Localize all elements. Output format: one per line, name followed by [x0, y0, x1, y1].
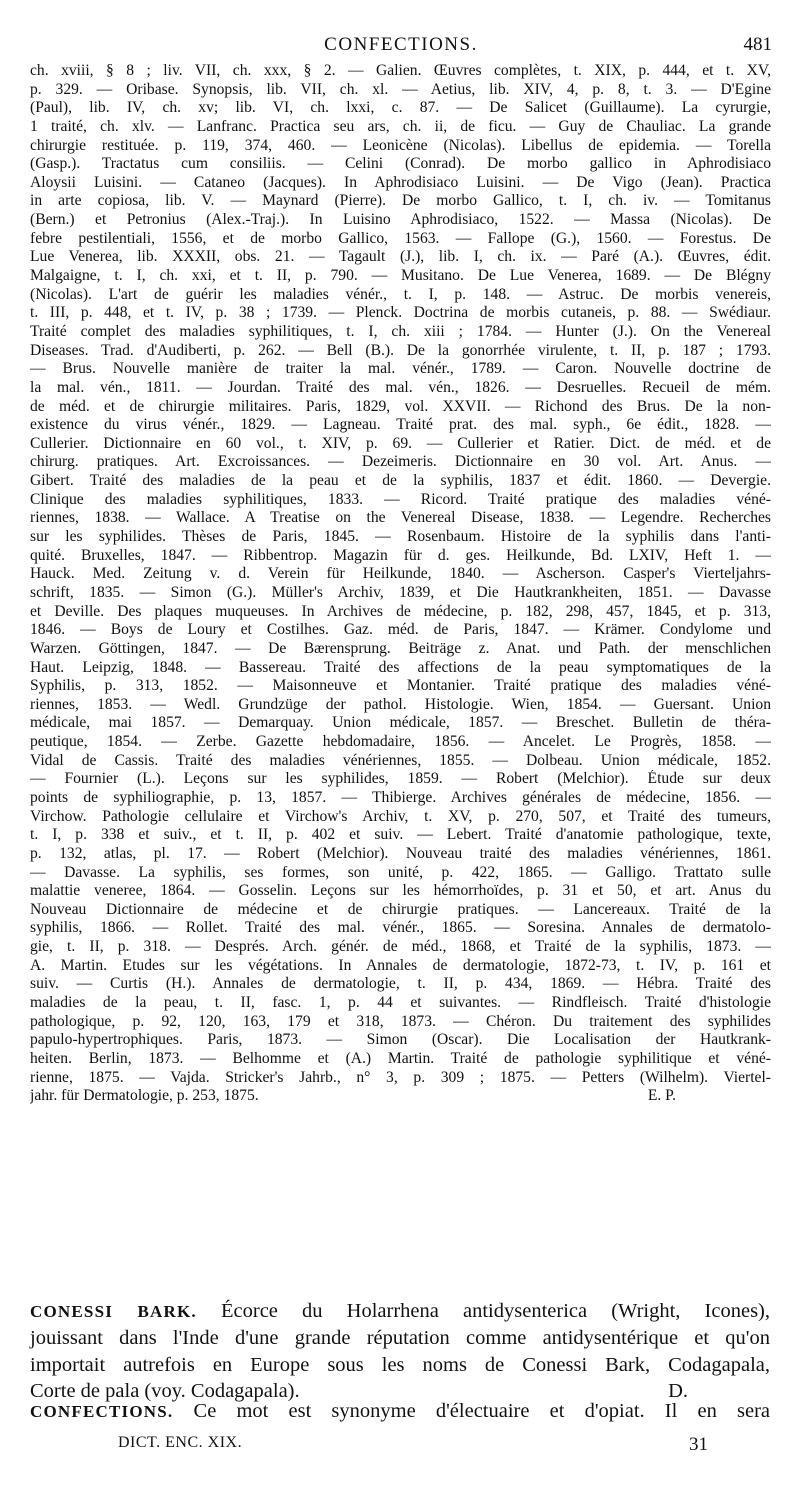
bibliography-line: p. 132, atlas, pl. 17. — Robert (Melchior). Nouveau traité des maladies vénériennes, 1861. [30, 844, 771, 862]
entry-signature: D. [668, 1380, 688, 1403]
bibliography-line: pathologique, p. 92, 120, 163, 179 et 318, 1873. — Chéron. Du traitement des syphilides [30, 1012, 771, 1030]
bibliography-line: la mal. vén., 1811. — Jourdan. Traité des mal. vén., 1826. — Desruelles. Recueil de mém. [30, 378, 771, 396]
bibliography-line: (Nicolas). L'art de guérir les maladies vénér., t. I, p. 148. — Astruc. De morbis venereis, [30, 285, 771, 303]
entry-conessi-bark [30, 1298, 770, 1405]
bibliography-line: Nouveau Dictionnaire de médecine et de chirurgie pratiques. — Lancereaux. Traité de la [30, 900, 771, 918]
page-footer [118, 1434, 708, 1460]
entry-headword: CONFECTIONS. [30, 1402, 174, 1421]
bibliography-line: médicale, mai 1857. — Demarquay. Union médicale, 1857. — Breschet. Bulletin de théra- [30, 714, 771, 732]
entry-confections [30, 1398, 770, 1425]
bibliography-line: Warzen. Göttingen, 1847. — De Bærensprung. Beiträge z. Anat. und Path. der menschlichen [30, 639, 771, 657]
bibliography-line: maladies de la peau, t. II, fasc. 1, p. 44 et suivantes. — Rindfleisch. Traité d'histologie [30, 994, 771, 1012]
bibliography-line: 1846. — Boys de Loury et Costilhes. Gaz. méd. de Paris, 1847. — Krämer. Condylome und [30, 621, 771, 639]
bibliography-signature: E. P. [647, 1087, 676, 1105]
bibliography-last-line [30, 1087, 771, 1106]
bibliography-line: Virchow. Pathologie cellulaire et Virchow's Archiv, t. XV, p. 270, 507, et Traité des tumeurs, [30, 807, 771, 825]
bibliography-line: schrift, 1835. — Simon (G.). Müller's Archiv, 1839, et Die Hautkrankheiten, 1851. — Davasse [30, 583, 771, 601]
bibliography-line: points de syphiliographie, p. 13, 1857. — Thibierge. Archives générales de médecine, 1856. — [30, 788, 771, 806]
bibliography-line: Diseases. Trad. d'Audiberti, p. 262. — Bell (B.). De la gonorrhée virulente, t. II, p. 187 ; 1793. [30, 341, 771, 359]
bibliography-line: t. III, p. 448, et t. IV, p. 38 ; 1739. — Plenck. Doctrina de morbis cutaneis, p. 88. — Swédiaur. [30, 304, 771, 322]
bibliography-line: riennes, 1853. — Wedl. Grundzüge der pathol. Histologie. Wien, 1854. — Guersant. Union [30, 695, 771, 713]
bibliography-line: peutique, 1854. — Zerbe. Gazette hebdomadaire, 1856. — Ancelet. Le Progrès, 1858. — [30, 733, 771, 751]
bibliography-line: — Fournier (L.). Leçons sur les syphilides, 1859. — Robert (Melchior). Étude sur deux [30, 770, 771, 788]
bibliography-line: Vidal de Cassis. Traité des maladies vénériennes, 1855. — Dolbeau. Union médicale, 1852. [30, 751, 771, 769]
bibliography-line: papulo-hypertrophiques. Paris, 1873. — Simon (Oscar). Die Localisation der Hautkrank- [30, 1031, 771, 1049]
entry-headword: CONESSI BARK. [30, 1302, 197, 1321]
bibliography-line: Malgaigne, t. I, ch. xxi, et t. II, p. 790. — Musitano. De Lue Venerea, 1689. — De Blégny [30, 267, 771, 285]
entry-text: Écorce du Holarrhena antidysenterica (Wright, Icones), [221, 1300, 771, 1322]
page-number: 481 [743, 34, 772, 55]
bibliography-line: malattie veneree, 1864. — Gosselin. Leçons sur les hémorrhoïdes, p. 31 et 50, et art. Anus du [30, 882, 771, 900]
bibliography-line: sur les syphilides. Thèses de Paris, 1845. — Rosenbaum. Histoire de la syphilis dans l'anti- [30, 528, 771, 546]
entry-text: Ce mot est synonyme d'électuaire et d'opiat. Il en sera [193, 1400, 770, 1422]
bibliography-line: febre pestilentiali, 1556, et de morbo Gallico, 1563. — Fallope (G.), 1560. — Forestus. De [30, 229, 771, 247]
bibliography-line: — Davasse. La syphilis, ses formes, son unité, p. 422, 1865. — Galligo. Trattato sulle [30, 863, 771, 881]
footer-signature-mark: DICT. ENC. XIX. [118, 1434, 243, 1451]
entry-line [30, 1298, 770, 1325]
page-header [30, 34, 772, 60]
bibliography-line: 1 traité, ch. xlv. — Lanfranc. Practica seu ars, ch. ii, de ficu. — Guy de Chauliac. La grande [30, 117, 771, 135]
bibliography-line: (Gasp.). Tractatus cum consiliis. — Celini (Conrad). De morbo gallico in Aphrodisiaco [30, 155, 771, 173]
bibliography-last-text: jahr. für Dermatologie, p. 253, 1875. [30, 1087, 259, 1105]
bibliography-line: de méd. et de chirurgie militaires. Paris, 1829, vol. XXVII. — Richond des Brus. De la non- [30, 397, 771, 415]
bibliography-line: Hauck. Med. Zeitung v. d. Verein für Heilkunde, 1840. — Ascherson. Casper's Vierteljahrs- [30, 565, 771, 583]
bibliography-line: riennes, 1838. — Wallace. A Treatise on the Venereal Disease, 1838. — Legendre. Recherches [30, 509, 771, 527]
bibliography-block [30, 62, 771, 1106]
entry-line: jouissant dans l'Inde d'une grande réputation comme antidysentérique et qu'on [30, 1327, 770, 1350]
bibliography-line: in arte copiosa, lib. V. — Maynard (Pierre). De morbo Gallico, t. I, ch. iv. — Tomitanus [30, 192, 771, 210]
bibliography-line: heiten. Berlin, 1873. — Belhomme et (A.) Martin. Traité de pathologie syphilitique et véné- [30, 1049, 771, 1067]
bibliography-line: Gibert. Traité des maladies de la peau et de la syphilis, 1837 et édit. 1860. — Devergie. [30, 472, 771, 490]
bibliography-line: p. 329. — Oribase. Synopsis, lib. VII, ch. xl. — Aetius, lib. XIV, 4, p. 8, t. 3. — D'Egine [30, 80, 771, 98]
bibliography-line: (Bern.) et Petronius (Alex.-Traj.). In Luisino Aphrodisiaco, 1522. — Massa (Nicolas). De [30, 211, 771, 229]
bibliography-line: Haut. Leipzig, 1848. — Bassereau. Traité des affections de la peau symptomatiques de la [30, 658, 771, 676]
entry-last-text: Corte de pala (voy. Codagapala). [30, 1380, 300, 1403]
bibliography-line: rienne, 1875. — Vajda. Stricker's Jahrb., n° 3, p. 309 ; 1875. — Petters (Wilhelm). Viertel- [30, 1068, 771, 1086]
bibliography-line: (Paul), lib. IV, ch. xv; lib. VI, ch. lxxi, c. 87. — De Salicet (Guillaume). La cyrurgie, [30, 99, 771, 117]
bibliography-line: quité. Bruxelles, 1847. — Ribbentrop. Magazin für d. ges. Heilkunde, Bd. LXIV, Heft 1. — [30, 546, 771, 564]
footer-sheet-number: 31 [689, 1434, 708, 1455]
bibliography-line: existence du virus vénér., 1829. — Lagneau. Traité prat. des mal. syph., 6e édit., 1828. — [30, 416, 771, 434]
bibliography-line: gie, t. II, p. 318. — Després. Arch. génér. de méd., 1868, et Traité de la syphilis, 1873. — [30, 938, 771, 956]
running-head: CONFECTIONS. [324, 34, 478, 55]
bibliography-line: Aloysii Luisini. — Cataneo (Jacques). In Aphrodisiaco Luisini. — De Vigo (Jean). Practica [30, 173, 771, 191]
entry-line [30, 1398, 770, 1425]
bibliography-line: syphilis, 1866. — Rollet. Traité des mal. vénér., 1865. — Soresina. Annales de dermatolo- [30, 919, 771, 937]
bibliography-line: suiv. — Curtis (H.). Annales de dermatologie, t. II, p. 434, 1869. — Hébra. Traité des [30, 975, 771, 993]
bibliography-line: et Deville. Des plaques muqueuses. In Archives de médecine, p. 182, 298, 457, 1845, et p. 313, [30, 602, 771, 620]
bibliography-line: Traité complet des maladies syphilitiques, t. I, ch. xiii ; 1784. — Hunter (J.). On the Venereal [30, 322, 771, 340]
bibliography-line: chirurg. pratiques. Art. Excroissances. — Dezeimeris. Dictionnaire en 30 vol. Art. Anus. — [30, 453, 771, 471]
bibliography-line: ch. xviii, § 8 ; liv. VII, ch. xxx, § 2. — Galien. Œuvres complètes, t. XIX, p. 444, et t. XV, [30, 62, 771, 79]
bibliography-line: — Brus. Nouvelle manière de traiter la mal. vénér., 1789. — Caron. Nouvelle doctrine de [30, 360, 771, 378]
bibliography-line: Clinique des maladies syphilitiques, 1833. — Ricord. Traité pratique des maladies véné- [30, 490, 771, 508]
bibliography-line: Lue Venerea, lib. XXXII, obs. 21. — Tagault (J.), lib. I, ch. ix. — Paré (A.). Œuvres, édit. [30, 248, 771, 266]
bibliography-line: t. I, p. 338 et suiv., et t. II, p. 402 et suiv. — Lebert. Traité d'anatomie pathologique, texte, [30, 826, 771, 844]
bibliography-line: Cullerier. Dictionnaire en 60 vol., t. XIV, p. 69. — Cullerier et Ratier. Dict. de méd. et de [30, 434, 771, 452]
bibliography-line: A. Martin. Etudes sur les végétations. In Annales de dermatologie, 1872-73, t. IV, p. 161 et [30, 956, 771, 974]
bibliography-line: Syphilis, p. 313, 1852. — Maisonneuve et Montanier. Traité pratique des maladies véné- [30, 677, 771, 695]
bibliography-line: chirurgie restituée. p. 119, 374, 460. — Leonicène (Nicolas). Libellus de epidemia. — Torella [30, 136, 771, 154]
entry-line: importait autrefois en Europe sous les noms de Conessi Bark, Codagapala, [30, 1353, 770, 1376]
